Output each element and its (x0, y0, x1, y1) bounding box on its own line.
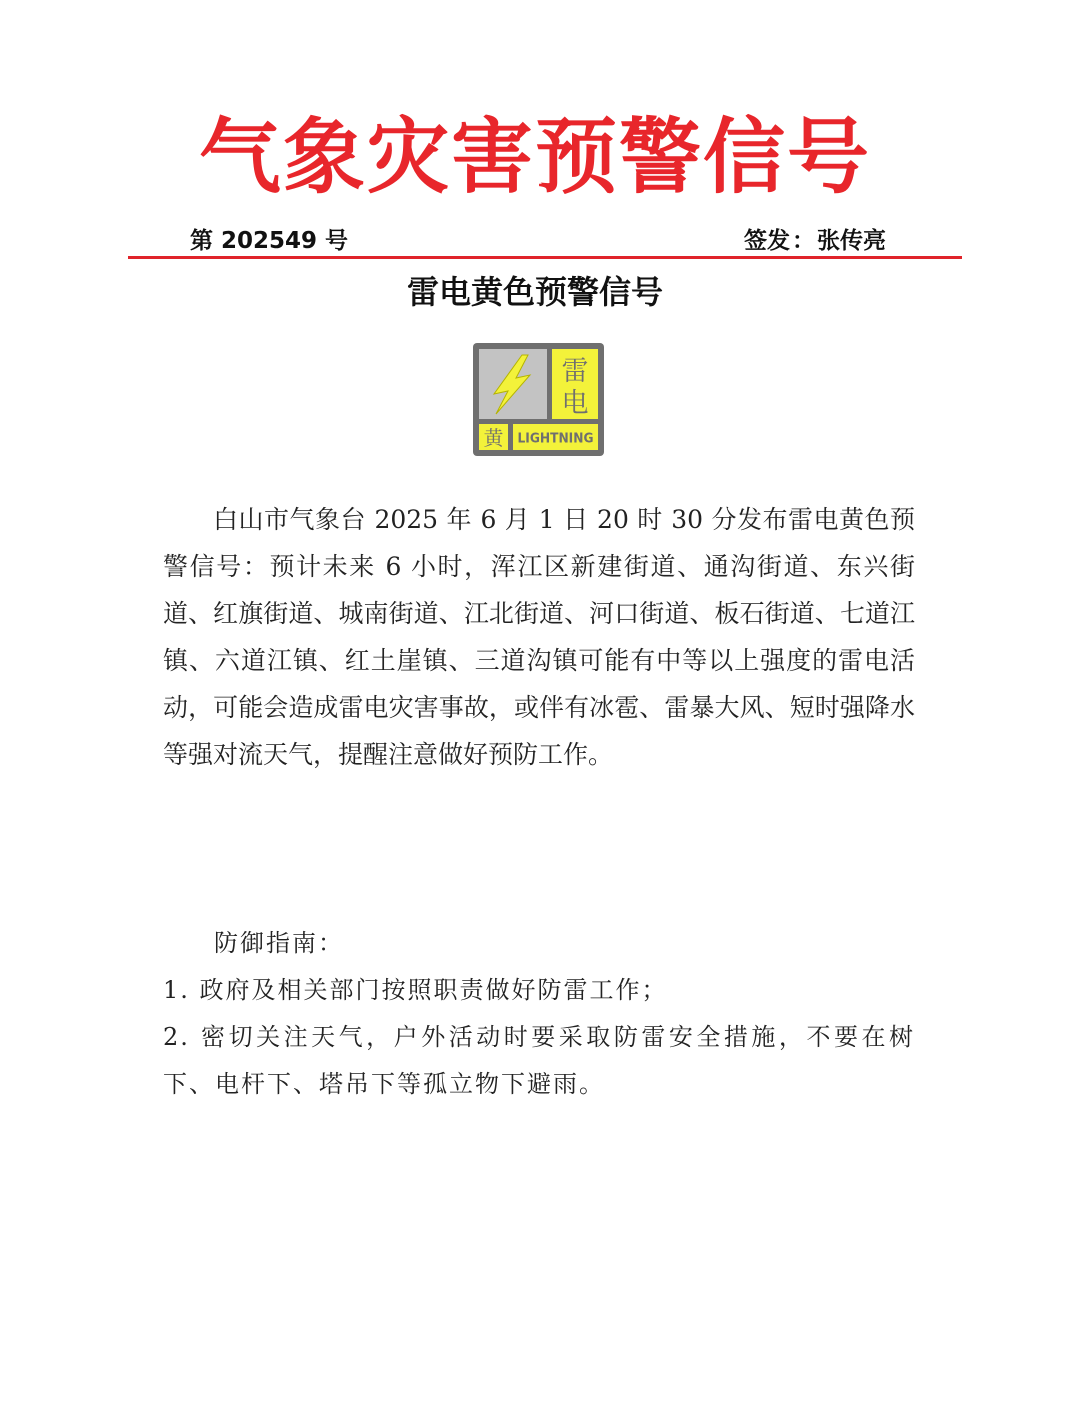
document-number: 第 202549 号 (190, 228, 349, 254)
issuer-separator: ： (792, 228, 815, 254)
red-divider-rule (128, 256, 962, 259)
warning-body-paragraph: 白山市气象台 2025 年 6 月 1 日 20 时 30 分发布雷电黄色预警信号：预计未来 6 小时，浑江区新建街道、通沟街道、东兴街道、红旗街道、城南街道、江北街道、河口街道、板石街道、七道江镇、六道江镇、红土崖镇、三道沟镇可能有中等以上强度的雷电活动，可能会造成雷电灾害事故，或伴有冰雹、雷暴大风、短时强降水等强对流天气，提醒注意做好预防工作。 (163, 505, 915, 769)
lightning-yellow-warning-icon (472, 342, 605, 457)
icon-char-dian: 电 (561, 388, 589, 419)
defense-guide-item: 2. 密切关注天气，户外活动时要采取防雷安全措施，不要在树下、电杆下、塔吊下等孤立物下避雨。 (163, 1023, 915, 1098)
defense-guide-item: 1. 政府及相关部门按照职责做好防雷工作； (163, 976, 668, 1004)
defense-guide-heading: 防御指南： (214, 929, 344, 957)
masthead-title: 气象灾害预警信号 (198, 110, 871, 205)
icon-char-lei: 雷 (561, 356, 589, 387)
issuer-label: 签发 (744, 228, 790, 254)
icon-english-label: LIGHTNING (517, 431, 594, 447)
issuer (744, 226, 886, 256)
issuer-name: 张传亮 (817, 228, 886, 254)
signal-title: 雷电黄色预警信号 (406, 273, 663, 311)
icon-char-huang: 黄 (483, 426, 504, 450)
